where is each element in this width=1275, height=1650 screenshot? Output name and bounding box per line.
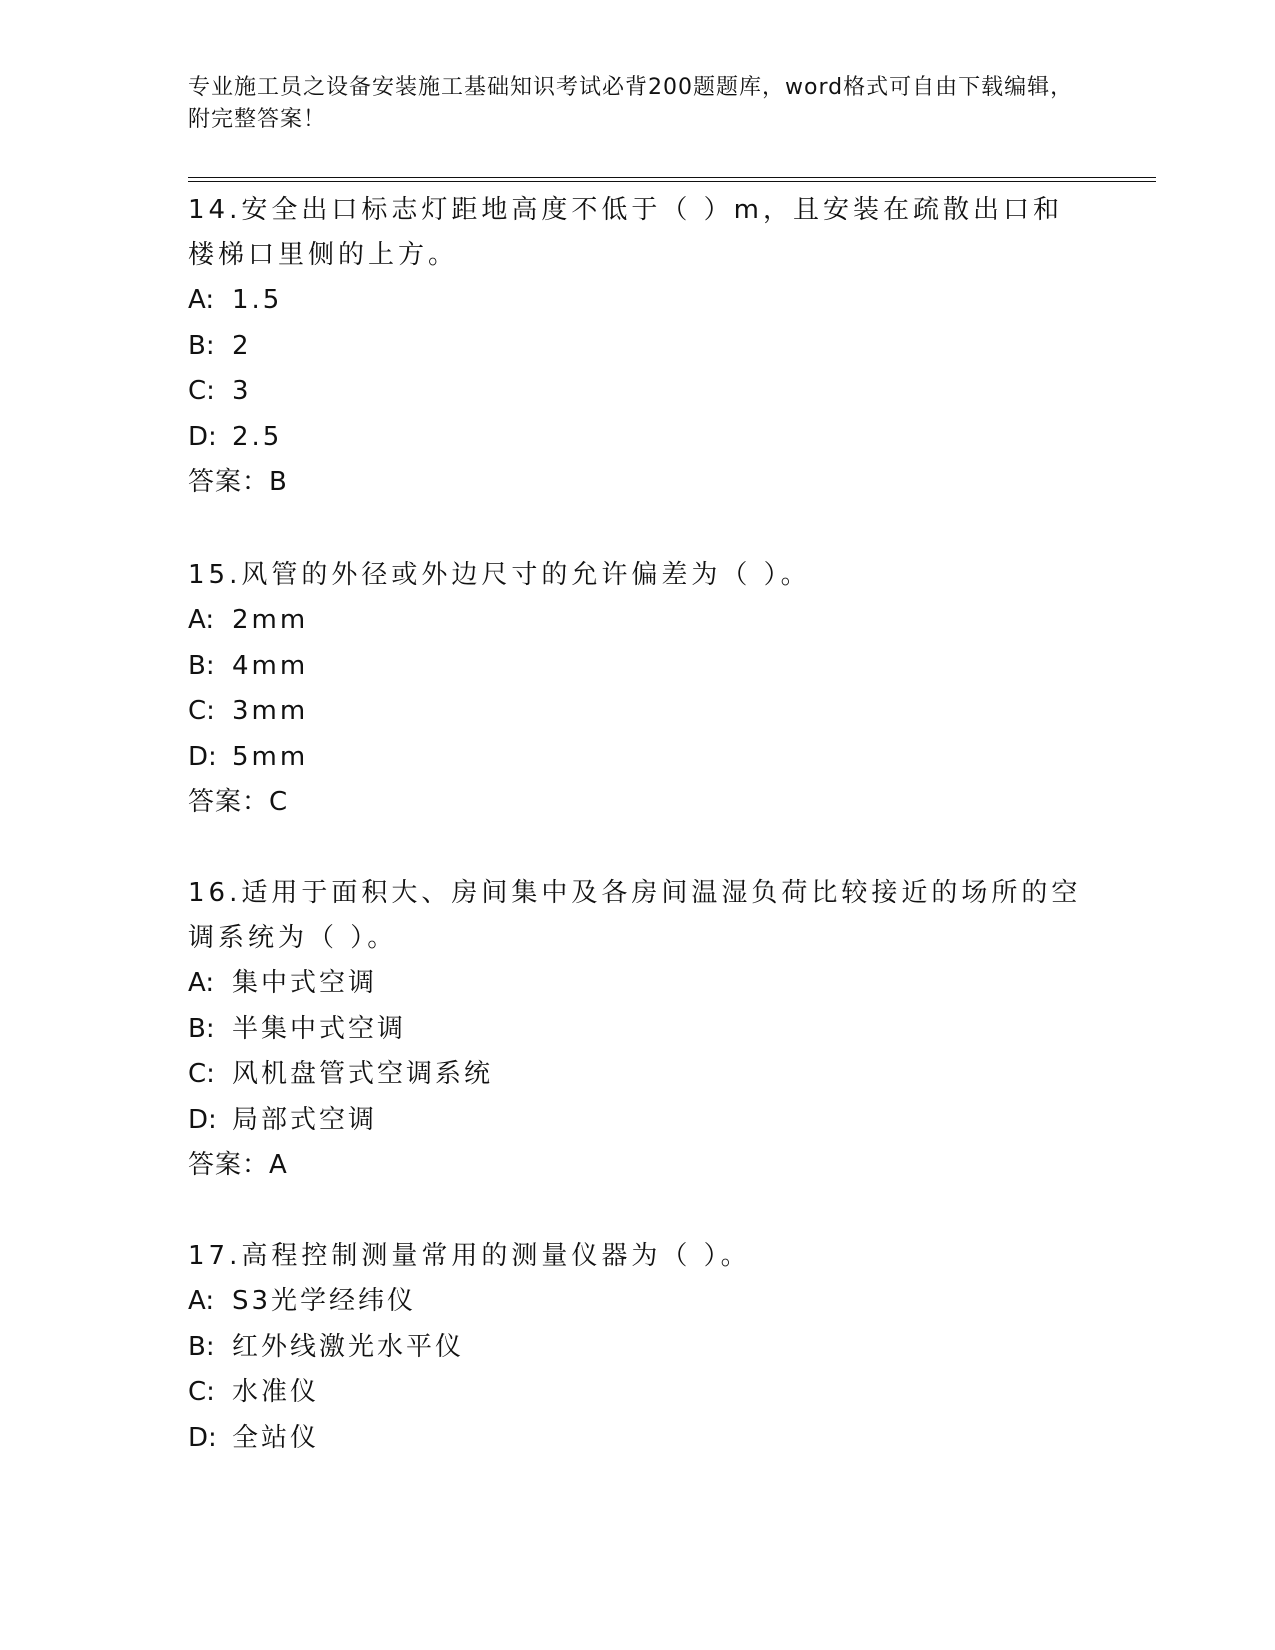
option-d (188, 1098, 1088, 1144)
option-text: 2 (232, 330, 252, 361)
option-text: 水准仪 (232, 1377, 320, 1407)
option-letter: B: (188, 1013, 215, 1044)
option-b (188, 1007, 1088, 1053)
option-c (188, 1052, 1088, 1098)
option-text: 3 (232, 376, 252, 406)
option-text: 红外线激光水平仪 (232, 1331, 465, 1362)
document-header: 专业施工员之设备安装施工基础知识考试必背200题题库，word格式可自由下载编辑，附完整答案！ (188, 75, 1074, 132)
question-stem: 16.适用于面积大、房间集中及各房间温湿负荷比较接近的场所的空调系统为（ ）。 (188, 878, 1082, 953)
option-letter: A: (188, 605, 215, 635)
option-text: S3光学经纬仪 (232, 1286, 417, 1316)
question-15 (188, 553, 1088, 825)
option-text: 1.5 (232, 285, 283, 315)
answer-line: 答案：C (188, 787, 289, 817)
option-text: 2.5 (232, 421, 283, 452)
option-b (188, 1325, 1088, 1371)
option-text: 3mm (232, 696, 309, 726)
option-letter: A: (188, 1286, 215, 1316)
header-divider-bottom (188, 181, 1156, 182)
option-letter: D: (188, 741, 217, 772)
option-d (188, 1416, 1088, 1462)
answer-line: 答案：B (188, 467, 288, 497)
option-c (188, 1370, 1088, 1416)
option-letter: C: (188, 1059, 215, 1089)
option-text: 5mm (232, 741, 309, 772)
question-stem: 14.安全出口标志灯距地高度不低于（ ）m，且安装在疏散出口和楼梯口里侧的上方。 (188, 195, 1063, 270)
option-a (188, 1279, 1088, 1325)
option-letter: A: (188, 285, 215, 315)
option-a (188, 278, 1088, 324)
option-d (188, 415, 1088, 461)
option-letter: A: (188, 968, 215, 998)
option-text: 半集中式空调 (232, 1013, 407, 1044)
question-17 (188, 1234, 1088, 1461)
question-14 (188, 188, 1088, 505)
option-letter: C: (188, 376, 215, 406)
option-text: 4mm (232, 650, 309, 681)
header-divider-top (188, 177, 1156, 178)
answer-line: 答案：A (188, 1150, 288, 1180)
option-c (188, 369, 1088, 415)
question-stem: 17.高程控制测量常用的测量仪器为（ ）。 (188, 1241, 751, 1271)
option-letter: B: (188, 1331, 215, 1362)
option-text: 风机盘管式空调系统 (232, 1059, 494, 1089)
option-letter: B: (188, 650, 215, 681)
question-16 (188, 871, 1088, 1188)
option-b (188, 324, 1088, 370)
option-letter: D: (188, 421, 217, 452)
option-text: 集中式空调 (232, 968, 378, 998)
option-letter: D: (188, 1104, 217, 1135)
option-letter: D: (188, 1422, 217, 1453)
option-a (188, 598, 1088, 644)
option-text: 全站仪 (232, 1422, 320, 1453)
question-stem: 15.风管的外径或外边尺寸的允许偏差为（ ）。 (188, 560, 811, 590)
option-c (188, 689, 1088, 735)
option-letter: C: (188, 1377, 215, 1407)
option-d (188, 735, 1088, 781)
option-letter: B: (188, 330, 215, 361)
option-b (188, 644, 1088, 690)
option-text: 2mm (232, 605, 309, 635)
option-text: 局部式空调 (232, 1104, 378, 1135)
option-a (188, 961, 1088, 1007)
option-letter: C: (188, 696, 215, 726)
